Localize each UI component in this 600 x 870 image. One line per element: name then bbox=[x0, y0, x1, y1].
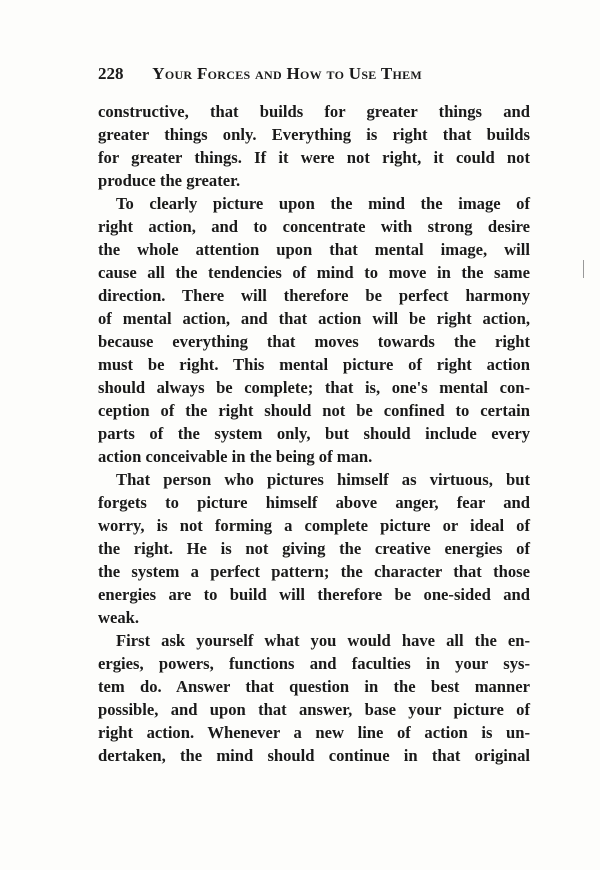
text-line: That person who pictures himself as virtuous, but bbox=[116, 470, 530, 489]
text-line: parts of the system only, but should include every bbox=[98, 424, 530, 443]
text-line: ception of the right should not be confined to certain bbox=[98, 401, 530, 420]
text-line: right action. Whenever a new line of action is un- bbox=[98, 723, 530, 742]
text-line: must be right. This mental picture of right action bbox=[98, 355, 530, 374]
text-line: weak. bbox=[98, 608, 140, 627]
text-line: right action, and to concentrate with strong desire bbox=[98, 217, 530, 236]
text-line: possible, and upon that answer, base your picture of bbox=[98, 700, 530, 719]
text-line: should always be complete; that is, one's mental con- bbox=[98, 378, 530, 397]
text-line: cause all the tendencies of mind to move in the same bbox=[98, 263, 530, 282]
running-title: Your Forces and How to Use Them bbox=[152, 64, 423, 83]
text-line: worry, is not forming a complete picture or ideal of bbox=[98, 516, 530, 535]
paragraph bbox=[98, 100, 530, 192]
margin-mark bbox=[583, 260, 584, 278]
page-body bbox=[98, 100, 530, 767]
text-line: of mental action, and that action will be right action, bbox=[98, 309, 530, 328]
text-line: forgets to picture himself above anger, fear and bbox=[98, 493, 530, 512]
text-line: action conceivable in the being of man. bbox=[98, 447, 373, 466]
paragraph bbox=[98, 468, 530, 629]
text-line: produce the greater. bbox=[98, 171, 241, 190]
text-line: constructive, that builds for greater things and bbox=[98, 102, 530, 121]
running-header bbox=[98, 64, 530, 84]
text-line: ergies, powers, functions and faculties in your sys- bbox=[98, 654, 530, 673]
text-line: the right. He is not giving the creative energies of bbox=[98, 539, 530, 558]
text-line: for greater things. If it were not right, it could not bbox=[98, 148, 530, 167]
text-line: First ask yourself what you would have all the en- bbox=[116, 631, 530, 650]
paragraph bbox=[98, 192, 530, 468]
page-number: 228 bbox=[98, 64, 124, 83]
text-line: because everything that moves towards the right bbox=[98, 332, 530, 351]
text-line: energies are to build will therefore be one-sided and bbox=[98, 585, 530, 604]
text-line: To clearly picture upon the mind the image of bbox=[116, 194, 530, 213]
paragraph bbox=[98, 629, 530, 767]
text-line: direction. There will therefore be perfect harmony bbox=[98, 286, 530, 305]
text-line: the system a perfect pattern; the character that those bbox=[98, 562, 530, 581]
text-line: dertaken, the mind should continue in that original bbox=[98, 746, 530, 765]
text-line: the whole attention upon that mental image, will bbox=[98, 240, 530, 259]
text-line: greater things only. Everything is right that builds bbox=[98, 125, 530, 144]
text-line: tem do. Answer that question in the best manner bbox=[98, 677, 530, 696]
